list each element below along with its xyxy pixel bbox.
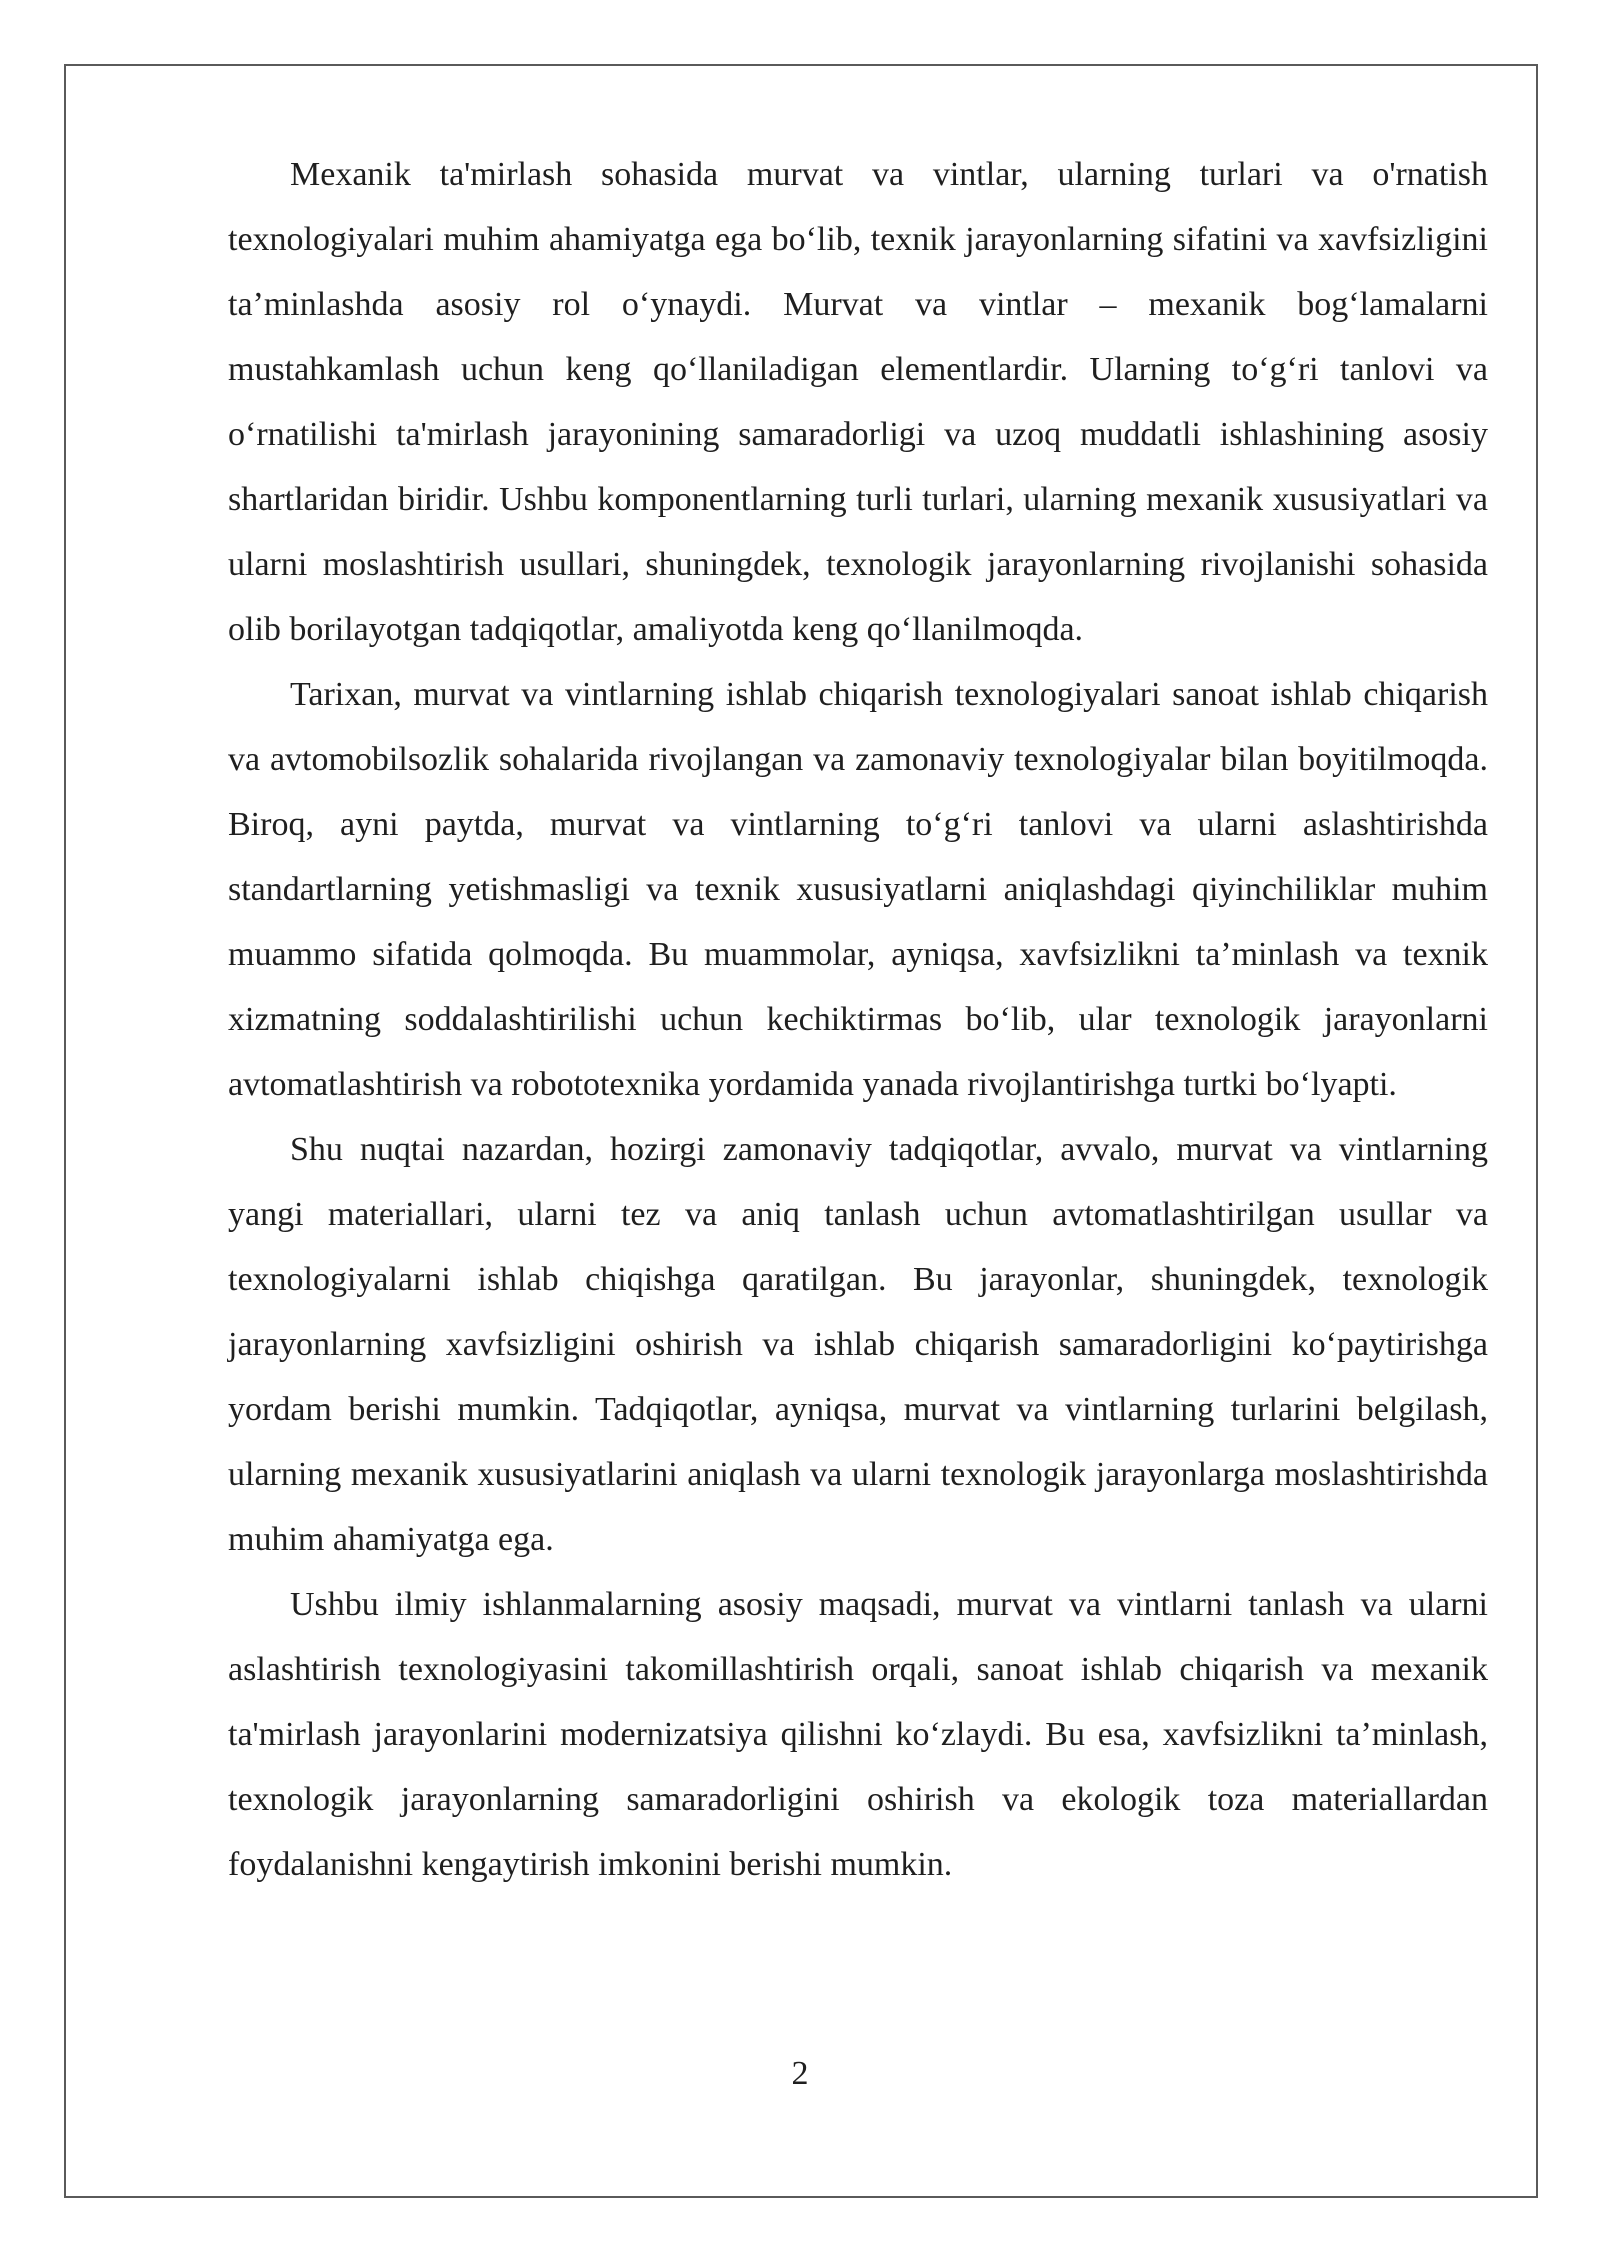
document-body [228,142,1488,1897]
page-number: 2 [791,2055,809,2092]
paragraph-2: Tarixan, murvat va vintlarning ishlab chiqarish texnologiyalari sanoat ishlab chiqarish va avtomobilsozlik sohalarida rivojlangan va zamonaviy texnologiyalar bilan boyitilmoqda. Biroq, ayni paytda, murvat va vintlarning to‘g‘ri tanlovi va ularni aslashtirishda standartlarning yetishmasligi va texnik xususiyatlarni aniqlashdagi qiyinchiliklar muhim muammo sifatida qolmoqda. Bu muammolar, ayniqsa, xavfsizlikni ta’minlash va texnik xizmatning soddalashtirilishi uchun kechiktirmas bo‘lib, ular texnologik jarayonlarni avtomatlashtirish va robototexnika yordamida yanada rivojlantirishga turtki bo‘lyapti. [228,676,1488,1103]
paragraph-3: Shu nuqtai nazardan, hozirgi zamonaviy tadqiqotlar, avvalo, murvat va vintlarning yangi materiallari, ularni tez va aniq tanlash uchun avtomatlashtirilgan usullar va texnologiyalarni ishlab chiqishga qaratilgan. Bu jarayonlar, shuningdek, texnologik jarayonlarning xavfsizligini oshirish va ishlab chiqarish samaradorligini ko‘paytirishga yordam berishi mumkin. Tadqiqotlar, ayniqsa, murvat va vintlarning turlarini belgilash, ularning mexanik xususiyatlarini aniqlash va ularni texnologik jarayonlarga moslashtirishda muhim ahamiyatga ega. [228,1131,1488,1558]
paragraph-1: Mexanik ta'mirlash sohasida murvat va vintlar, ularning turlari va o'rnatish texnologiyalari muhim ahamiyatga ega bo‘lib, texnik jarayonlarning sifatini va xavfsizligini ta’minlashda asosiy rol o‘ynaydi. Murvat va vintlar – mexanik bog‘lamalarni mustahkamlash uchun keng qo‘llaniladigan elementlardir. Ularning to‘g‘ri tanlovi va o‘rnatilishi ta'mirlash jarayonining samaradorligi va uzoq muddatli ishlashining asosiy shartlaridan biridir. Ushbu komponentlarning turli turlari, ularning mexanik xususiyatlari va ularni moslashtirish usullari, shuningdek, texnologik jarayonlarning rivojlanishi sohasida olib borilayotgan tadqiqotlar, amaliyotda keng qo‘llanilmoqda. [228,156,1488,648]
paragraph-4: Ushbu ilmiy ishlanmalarning asosiy maqsadi, murvat va vintlarni tanlash va ularni aslashtirish texnologiyasini takomillashtirish orqali, sanoat ishlab chiqarish va mexanik ta'mirlash jarayonlarini modernizatsiya qilishni ko‘zlaydi. Bu esa, xavfsizlikni ta’minlash, texnologik jarayonlarning samaradorligini oshirish va ekologik toza materiallardan foydalanishni kengaytirish imkonini berishi mumkin. [228,1586,1488,1883]
